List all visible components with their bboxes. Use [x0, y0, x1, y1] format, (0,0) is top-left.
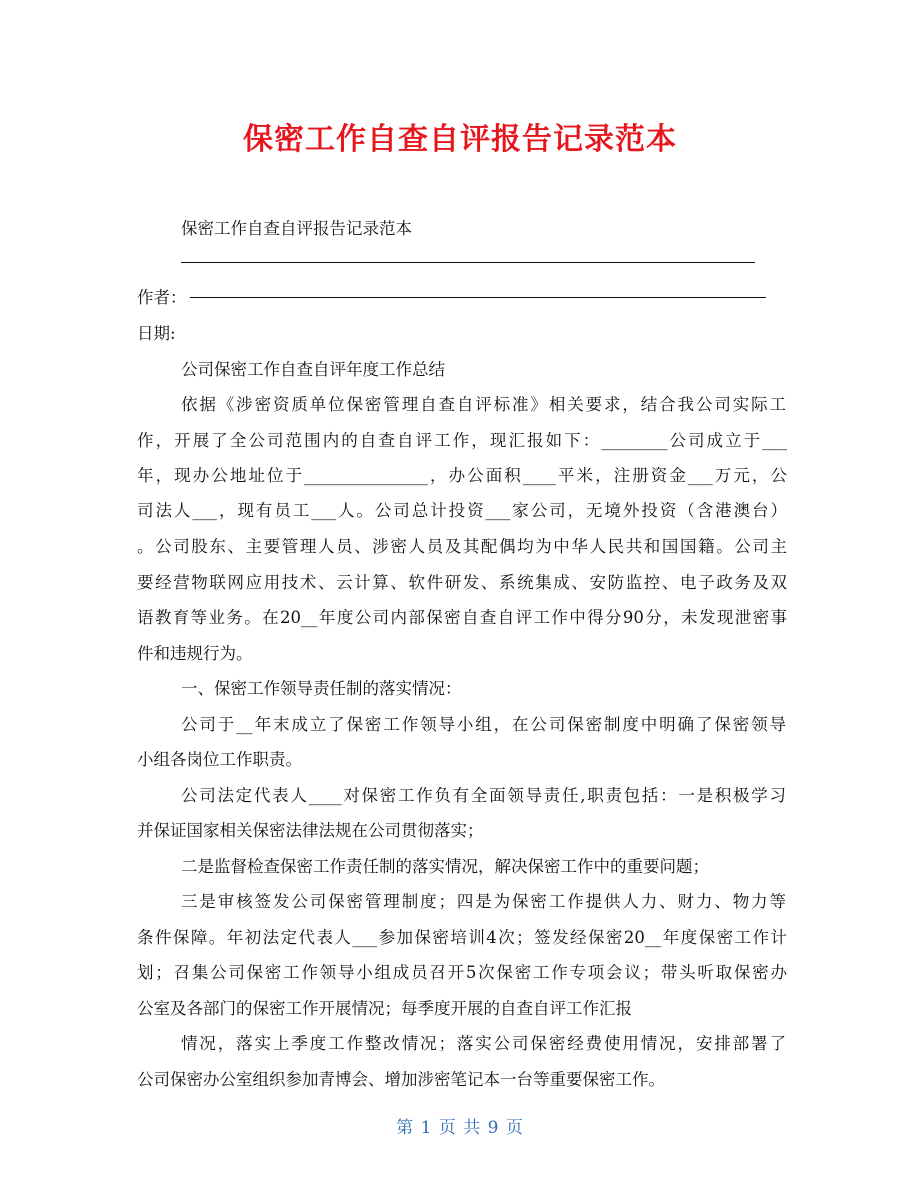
paragraph-line: 公室及各部门的保密工作开展情况；每季度开展的自查自评工作汇报: [137, 999, 632, 1018]
paragraph-line: 年，现办公地址位于_______________，办公面积____平米，注册资金___万元，公: [137, 466, 787, 485]
paragraph-line: 公司于__年末成立了保密工作领导小组，在公司保密制度中明确了保密领导: [181, 715, 786, 734]
paragraph-line: 小组各岗位工作职责。: [137, 750, 302, 769]
paragraph-line: 并保证国家相关保密法律法规在公司贯彻落实；: [137, 821, 484, 840]
paragraph-line: 作，开展了全公司范围内的自查自评工作，现汇报如下：________公司成立于___: [137, 431, 787, 450]
paragraph-line: 依据《涉密资质单位保密管理自查自评标准》相关要求，结合我公司实际工: [181, 395, 786, 414]
paragraph-line: 公司保密办公室组织参加青博会、增加涉密笔记本一台等重要保密工作。: [137, 1070, 665, 1089]
page-indicator: 第 1 页 共 9 页: [396, 1118, 524, 1138]
subtitle: 保密工作自查自评报告记录范本: [181, 219, 412, 238]
paragraph-line: 条件保障。年初法定代表人___参加保密培训4次；签发经保密20__年度保密工作计: [137, 928, 787, 947]
paragraph-line: 三是审核签发公司保密管理制度；四是为保密工作提供人力、财力、物力等: [181, 892, 786, 911]
paragraph-line: 语教育等业务。在20__年度公司内部保密自查自评工作中得分90分，未发现泄密事: [137, 608, 787, 627]
section-heading: 公司保密工作自查自评年度工作总结: [181, 360, 445, 379]
author-label: 作者：: [137, 288, 187, 307]
paragraph-line: 。公司股东、主要管理人员、涉密人员及其配偶均为中华人民共和国国籍。公司主: [137, 537, 787, 556]
author-line: [137, 287, 787, 309]
separator-rule: [181, 262, 755, 263]
paragraph-line: 情况，落实上季度工作整改情况；落实公司保密经费使用情况，安排部署了: [181, 1034, 786, 1053]
paragraph-line: 二是监督检查保密工作责任制的落实情况，解决保密工作中的重要问题；: [181, 857, 709, 876]
document-title: 保密工作自查自评报告记录范本: [243, 122, 677, 157]
paragraph-line: 公司法定代表人____对保密工作负有全面领导责任,职责包括：一是积极学习: [181, 786, 786, 805]
paragraph-line: 件和违规行为。: [137, 644, 253, 663]
heading-leadership: 一、保密工作领导责任制的落实情况：: [181, 679, 462, 698]
paragraph-line: 划；召集公司保密工作领导小组成员召开5次保密工作专项会议；带头听取保密办: [137, 963, 787, 982]
paragraph-line: 司法人___，现有员工___人。公司总计投资___家公司，无境外投资（含港澳台）: [137, 501, 787, 520]
date-label: 日期:: [137, 324, 176, 343]
paragraph-line: 要经营物联网应用技术、云计算、软件研发、系统集成、安防监控、电子政务及双: [137, 573, 787, 592]
author-rule: [190, 297, 766, 298]
